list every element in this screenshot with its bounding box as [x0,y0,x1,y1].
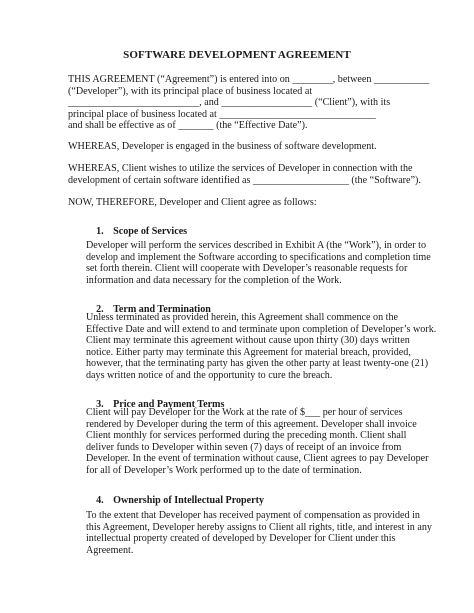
section-line: develop and implement the Software according to specifications and completion time [86,251,431,263]
section-line: however, that the terminating party has given the other party at least twenty-one (21) [86,358,429,370]
intro-paragraph [68,74,430,132]
section-line: days written notice of and the opportunity to cure the breach. [86,369,333,381]
intro-line: (“Developer”), with its principal place of business located at [68,85,313,97]
section-line: Client monthly for services performed during the preceding month. Client shall [86,430,407,442]
section-title: Scope of Services [113,226,188,237]
section-line: Unless terminated as provided herein, this Agreement shall commence on the [86,312,398,323]
section-body-price [86,407,429,477]
section-title: Price and Payment Terms [113,399,225,410]
section-body-ip [86,510,432,556]
section-line: Effective Date and will extend to and terminate upon completion of Developer’s work. [86,323,437,335]
section-line: Developer will perform the services described in Exhibit A (the “Work”), in order to [86,240,427,251]
section-line: Client will pay Developer for the Work at the rate of $___ per hour of services [86,407,403,418]
section-number: 2. [96,304,104,315]
section-line: notice. Either party may terminate this Agreement for material breach, provided, [86,346,411,358]
section-number: 4. [96,495,104,506]
whereas-paragraph-2 [68,163,421,186]
whereas-line: WHEREAS, Client wishes to utilize the services of Developer in connection with the [68,163,413,174]
now-therefore-paragraph [68,197,408,209]
section-line: information and data necessary for the completion of the Work. [86,274,342,286]
section-number: 1. [96,226,104,237]
intro-line: THIS AGREEMENT (“Agreement”) is entered into on ________, between ___________ [68,74,430,85]
intro-line: __________________________, and __________________ (“Client”), with its [68,97,391,109]
section-line: intellectual property created of developed by Developer for Client under this [86,533,396,545]
intro-line: principal place of business located at _______________________________ [68,108,376,120]
section-line: for all of Developer’s Work performed up to the date of termination. [86,464,362,476]
now-therefore-line: NOW, THEREFORE, Developer and Client agree as follows: [68,197,317,208]
section-body-scope [86,240,431,286]
section-line: Client may terminate this agreement without cause upon thirty (30) days written [86,335,410,347]
section-body-term [86,312,437,382]
section-line: rendered by Developer during the term of this agreement. Developer shall invoice [86,418,417,430]
whereas-line: WHEREAS, Developer is engaged in the business of software development. [68,141,377,152]
intro-line: and shall be effective as of _______ (the “Effective Date”). [68,120,308,132]
section-line: this Agreement, Developer hereby assigns to Client all rights, title, and interest in any [86,521,432,533]
section-line: deliver funds to Developer within seven (7) days of receipt of an invoice from [86,441,402,453]
whereas-paragraph-1 [68,141,408,153]
section-line: Developer. In the event of termination without cause, Client agrees to pay Developer [86,453,429,465]
section-number: 3. [96,399,104,410]
document-title: SOFTWARE DEVELOPMENT AGREEMENT [123,49,351,61]
section-title: Term and Termination [113,304,211,315]
section-title: Ownership of Intellectual Property [113,495,265,506]
section-line: set forth therein. Client will cooperate with Developer’s reasonable requests for [86,263,408,275]
section-line: Agreement. [86,544,134,556]
whereas-line: development of certain software identified as ___________________ (the “Software”). [68,174,421,186]
section-line: To the extent that Developer has received payment of compensation as provided in [86,510,420,521]
